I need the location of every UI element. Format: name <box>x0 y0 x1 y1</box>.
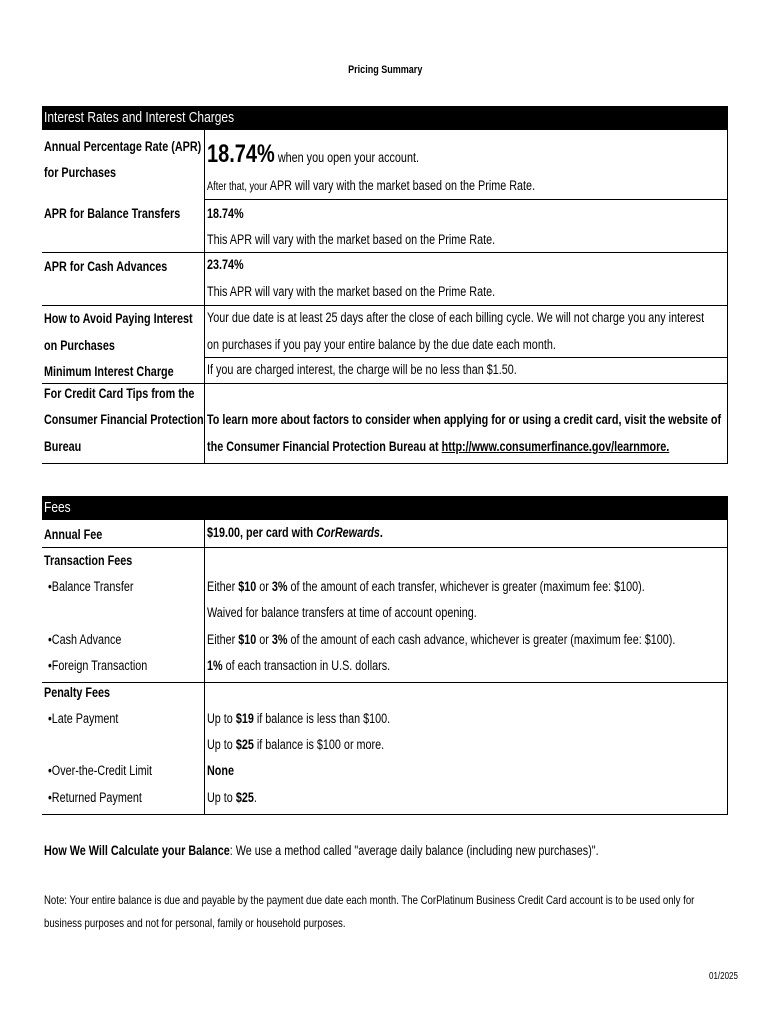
balance-transfer-fee-note: Waived for balance transfers at time of account opening. <box>207 605 477 620</box>
cash-advance-apr-rate: 23.74% <box>207 257 244 272</box>
min-interest-text: If you are charged interest, the charge will be no less than $1.50. <box>207 362 517 377</box>
purchase-apr-label: Annual Percentage Rate (APR) <box>44 139 202 154</box>
cfpb-label: For Credit Card Tips from the <box>44 386 195 401</box>
avoid-interest-text-line2: on purchases if you pay your entire balance by the due date each month. <box>207 337 556 352</box>
balance-transfer-fee-label: •Balance Transfer <box>48 579 134 594</box>
balance-transfer-apr-rate: 18.74% <box>207 206 244 221</box>
purchase-apr-suffix: when you open your account. <box>277 150 419 165</box>
returned-payment-label: •Returned Payment <box>48 790 142 805</box>
late-payment-label: •Late Payment <box>48 711 119 726</box>
interest-section-header: Interest Rates and Interest Charges <box>42 106 728 130</box>
returned-payment-value: Up to $25. <box>207 790 257 805</box>
purchase-apr-label-line2: for Purchases <box>44 165 117 180</box>
note-line1: Note: Your entire balance is due and payable by the payment due date each month. The CorPlatinum Business Credit Card account is to be used only for <box>44 893 695 907</box>
cfpb-text: To learn more about factors to consider when applying for or using a credit card, visit the website of <box>207 412 722 427</box>
annual-fee-value: $19.00, per card with CorRewards. <box>207 525 383 540</box>
over-limit-label: •Over-the-Credit Limit <box>48 763 153 778</box>
cfpb-text-line2: the Consumer Financial Protection Bureau at http://www.consumerfinance.gov/learnmore. <box>207 439 670 454</box>
foreign-transaction-fee-value: 1% of each transaction in U.S. dollars. <box>207 658 391 673</box>
avoid-interest-label: How to Avoid Paying Interest <box>44 311 193 326</box>
purchase-apr-rate: 18.74% <box>207 140 275 168</box>
fees-section-header: Fees <box>42 496 728 520</box>
foreign-transaction-fee-label: •Foreign Transaction <box>48 658 148 673</box>
purchase-apr-rate-line <box>207 139 472 173</box>
transaction-fees-label: Transaction Fees <box>44 553 133 568</box>
cash-advance-fee-label: •Cash Advance <box>48 632 122 647</box>
cfpb-label-line3: Bureau <box>44 439 82 454</box>
note-line2: business purposes and not for personal, family or household purposes. <box>44 916 346 930</box>
cash-advance-apr-note: This APR will vary with the market based on the Prime Rate. <box>207 284 496 299</box>
balance-transfer-fee-value: Either $10 or 3% of the amount of each transfer, whichever is greater (maximum fee: $100). <box>207 579 645 594</box>
min-interest-label: Minimum Interest Charge <box>44 364 174 379</box>
late-payment-value-line2: Up to $25 if balance is $100 or more. <box>207 737 385 752</box>
page-title: Pricing Summary <box>347 64 423 76</box>
penalty-fees-label: Penalty Fees <box>44 685 111 700</box>
balance-transfer-apr-label: APR for Balance Transfers <box>44 206 181 221</box>
avoid-interest-label-line2: on Purchases <box>44 338 115 353</box>
avoid-interest-text: Your due date is at least 25 days after the close of each billing cycle. We will not charge you any interest <box>207 310 705 325</box>
balance-calculation: How We Will Calculate your Balance: We use a method called "average daily balance (including new purchases)". <box>44 843 599 858</box>
cash-advance-apr-label: APR for Cash Advances <box>44 259 168 274</box>
cfpb-label-line2: Consumer Financial Protection <box>44 412 204 427</box>
purchase-apr-note: After that, your APR will vary with the market based on the Prime Rate. <box>207 178 536 193</box>
over-limit-value: None <box>207 763 234 778</box>
footer-date: 01/2025 <box>709 971 738 982</box>
cfpb-link[interactable]: http://www.consumerfinance.gov/learnmore. <box>441 439 670 454</box>
annual-fee-label: Annual Fee <box>44 527 103 542</box>
late-payment-value-line1: Up to $19 if balance is less than $100. <box>207 711 391 726</box>
cash-advance-fee-value: Either $10 or 3% of the amount of each cash advance, whichever is greater (maximum fee: $100). <box>207 632 676 647</box>
balance-transfer-apr-note: This APR will vary with the market based on the Prime Rate. <box>207 232 496 247</box>
